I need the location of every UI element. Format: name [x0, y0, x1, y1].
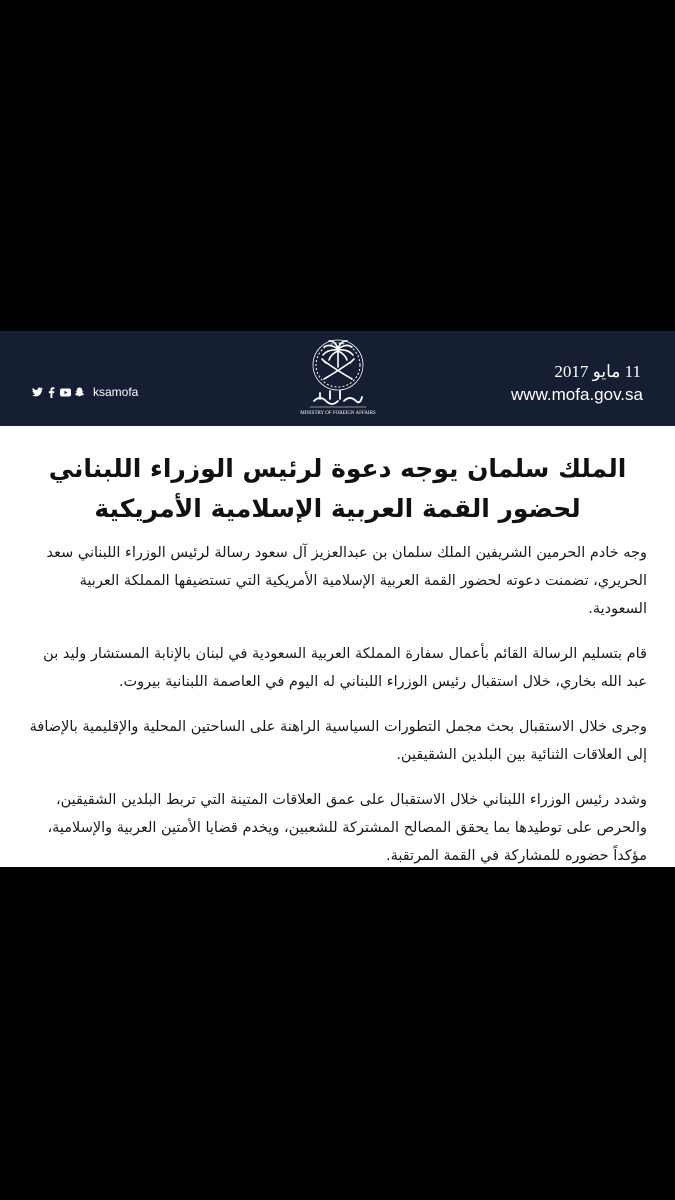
article-body	[28, 539, 647, 887]
youtube-icon[interactable]	[60, 387, 71, 398]
press-release-card	[0, 331, 675, 867]
paragraph: قام بتسليم الرسالة القائم بأعمال سفارة المملكة العربية السعودية في لبنان بالإنابة المستشار وليد بن عبد الله بخاري، خلال استقبال رئيس الوزراء اللبناني له اليوم في العاصمة اللبنانية بيروت.	[43, 646, 647, 690]
ministry-emblem	[300, 337, 376, 419]
release-date: 11 مايو 2017	[554, 362, 641, 381]
social-handle[interactable]: ksamofa	[93, 385, 139, 399]
social-links	[32, 385, 138, 399]
website-link[interactable]: www.mofa.gov.sa	[511, 385, 643, 404]
paragraph: وجرى خلال الاستقبال بحث مجمل التطورات السياسية الراهنة على الساحتين المحلية والإقليمية بالإضافة إلى العلاقات الثنائية بين البلدين الشقيقين.	[29, 719, 647, 763]
emblem-graphic	[300, 337, 376, 419]
paragraph: وجه خادم الحرمين الشريفين الملك سلمان بن عبدالعزيز آل سعود رسالة لرئيس الوزراء اللبناني سعد الحريري، تضمنت دعوته لحضور القمة العربية الإسلامية الأمريكية التي تستضيفها المملكة العربية السعودية.	[46, 545, 647, 617]
headline	[40, 449, 635, 529]
emblem-caption: MINISTRY OF FOREIGN AFFAIRS	[300, 411, 376, 416]
ministry-banner	[0, 331, 675, 426]
facebook-icon[interactable]	[46, 387, 57, 398]
paragraph: وشدد رئيس الوزراء اللبناني خلال الاستقبال على عمق العلاقات المتينة التي تربط البلدين الشقيقين، والحرص على توطيدها بما يحقق المصالح المشتركة للشعبين، ويخدم قضايا الأمتين العربية والإسلامية، مؤكداً حضوره للمشاركة في القمة المرتقبة.	[47, 792, 647, 864]
headline-line-2: لحضور القمة العربية الإسلامية الأمريكية	[94, 494, 581, 523]
headline-line-1: الملك سلمان يوجه دعوة لرئيس الوزراء اللبناني	[48, 454, 627, 483]
twitter-icon[interactable]	[32, 387, 43, 398]
snapchat-icon[interactable]	[74, 387, 85, 398]
